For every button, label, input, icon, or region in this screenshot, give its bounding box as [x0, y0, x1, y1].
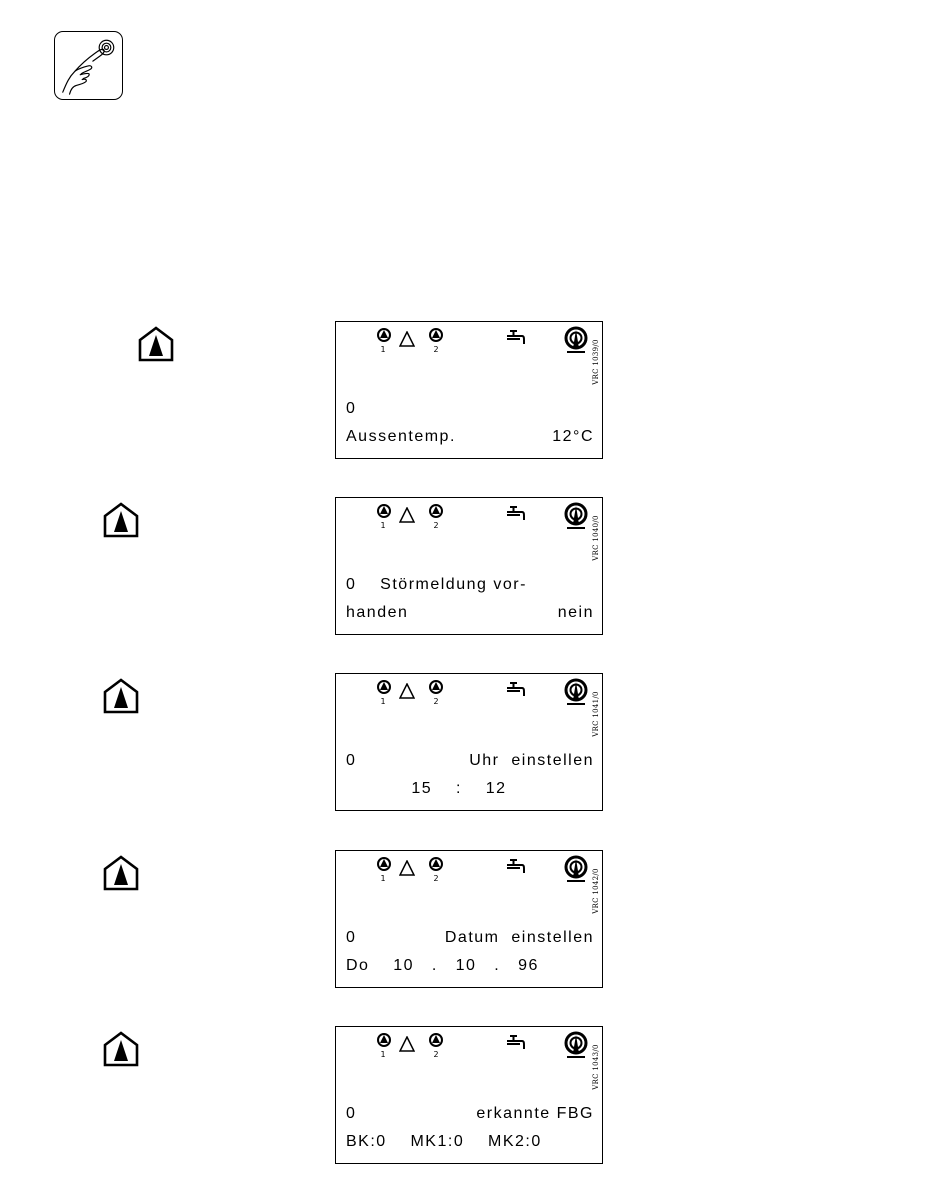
pump-icon — [376, 1031, 392, 1059]
pump-icon — [428, 678, 444, 706]
svg-text:2: 2 — [433, 521, 439, 530]
svg-text:1: 1 — [380, 697, 386, 706]
lcd-status-icons — [336, 322, 604, 362]
pump-icon — [376, 678, 392, 706]
svg-text:2: 2 — [433, 874, 439, 883]
hot-water-tap-icon — [506, 504, 526, 524]
pump-icon — [376, 326, 392, 354]
up-arrow-key-icon[interactable] — [138, 326, 174, 362]
triangle-icon — [399, 331, 415, 347]
triangle-icon — [399, 1036, 415, 1052]
svg-text:2: 2 — [433, 1050, 439, 1059]
lcd-status-icons — [336, 674, 604, 714]
lcd-status-icons — [336, 498, 604, 538]
hot-water-tap-icon — [506, 328, 526, 348]
up-arrow-key-icon[interactable] — [103, 855, 139, 891]
svg-text:1: 1 — [380, 521, 386, 530]
panel-row-4 — [0, 850, 950, 988]
panel-row-2 — [0, 497, 950, 635]
figure-code: VRC 1043/0 — [592, 1044, 600, 1090]
pump-icon — [376, 502, 392, 530]
svg-text:1: 1 — [380, 1050, 386, 1059]
display-line-2: Do 10 . 10 . 96 — [346, 957, 539, 974]
hot-water-tap-icon — [506, 680, 526, 700]
hand-pressing-button-icon — [55, 32, 122, 99]
hot-water-tap-icon — [506, 1033, 526, 1053]
figure-code: VRC 1039/0 — [592, 339, 600, 385]
lcd-display — [335, 850, 603, 988]
display-line-2: Aussentemp. 12°C — [346, 428, 594, 445]
display-line-2: 15 : 12 — [346, 780, 507, 797]
display-line-2: BK:0 MK1:0 MK2:0 — [346, 1133, 542, 1150]
burner-flame-icon — [563, 855, 589, 883]
lcd-display — [335, 321, 603, 459]
display-line-1: 0 Datum einstellen — [346, 929, 594, 946]
burner-flame-icon — [563, 1031, 589, 1059]
display-line-1: 0 Störmeldung vor- — [346, 576, 527, 593]
triangle-icon — [399, 507, 415, 523]
burner-flame-icon — [563, 326, 589, 354]
pump-icon — [428, 502, 444, 530]
display-line-1: 0 — [346, 400, 357, 417]
display-line-2: handen nein — [346, 604, 594, 621]
figure-code: VRC 1041/0 — [592, 691, 600, 737]
display-line-1: 0 Uhr einstellen — [346, 752, 594, 769]
triangle-icon — [399, 683, 415, 699]
lcd-display — [335, 497, 603, 635]
up-arrow-key-icon[interactable] — [103, 502, 139, 538]
figure-code: VRC 1042/0 — [592, 868, 600, 914]
pump-icon — [428, 326, 444, 354]
svg-text:1: 1 — [380, 874, 386, 883]
up-arrow-key-icon[interactable] — [103, 1031, 139, 1067]
lcd-status-icons — [336, 851, 604, 891]
pump-icon — [428, 855, 444, 883]
hot-water-tap-icon — [506, 857, 526, 877]
triangle-icon — [399, 860, 415, 876]
lcd-status-icons — [336, 1027, 604, 1067]
lcd-display — [335, 1026, 603, 1164]
pump-icon — [428, 1031, 444, 1059]
svg-text:1: 1 — [380, 345, 386, 354]
svg-text:2: 2 — [433, 345, 439, 354]
up-arrow-key-icon[interactable] — [103, 678, 139, 714]
svg-text:2: 2 — [433, 697, 439, 706]
figure-code: VRC 1040/0 — [592, 515, 600, 561]
burner-flame-icon — [563, 678, 589, 706]
panel-row-1 — [0, 321, 950, 459]
lcd-display — [335, 673, 603, 811]
burner-flame-icon — [563, 502, 589, 530]
panel-row-5 — [0, 1026, 950, 1164]
hand-press-icon-box — [54, 31, 123, 100]
display-line-1: 0 erkannte FBG — [346, 1105, 594, 1122]
panel-row-3 — [0, 673, 950, 811]
pump-icon — [376, 855, 392, 883]
